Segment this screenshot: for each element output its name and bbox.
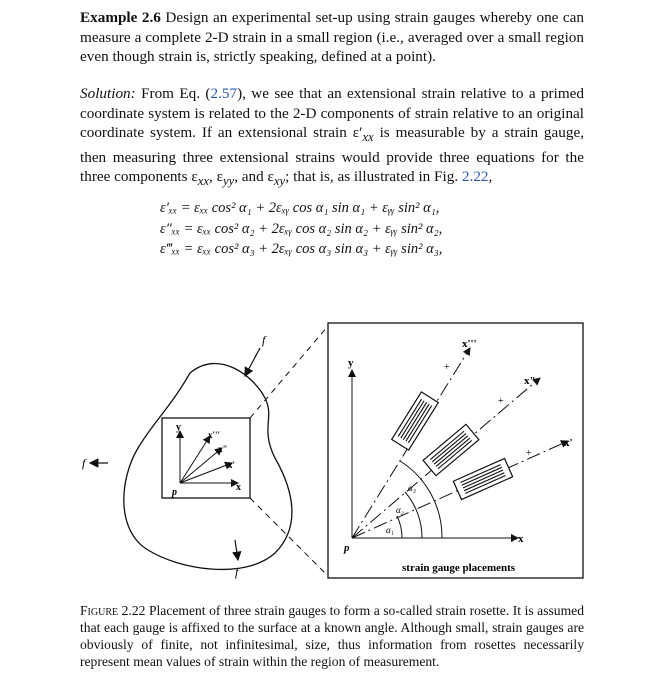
strain-subscript: xx [362,130,374,145]
figure-caption [80,602,584,670]
force-top-label: f [262,333,266,347]
solution-text-3: is measurable by a strain gauge, then measuring three extensional strains would provide three equations for the three components ε [80,124,584,186]
solution-end: , [488,168,493,186]
solution-paragraph [80,84,584,192]
sep-1: , ε [208,168,223,186]
equation-block [160,198,580,260]
zoom-line-bottom [250,498,328,576]
solution-label: Solution: [80,85,136,102]
big-y-label: y [348,357,354,369]
placement-label: strain gauge placements [402,562,516,574]
figure-2-22 [70,318,600,586]
big-x1-label: x' [564,437,573,449]
big-x-label: x [518,533,524,545]
plus-1: + [526,448,532,459]
equation-3: ε‴ₓₓ = εₓₓ cos² α₃ + 2εₓᵧ cos α₃ sin α₃ + εᵧᵧ sin² α₃, [160,241,443,257]
comp-xy: xy [273,174,286,189]
solution-text-2: ), we see that an extensional strain relative to a primed coordinate system is related to the 2-D components of strain relative to an original coordinate system. If an extensional strain ε′ [80,85,584,141]
big-p-label: p [344,542,350,554]
small-x2-axis [180,448,222,483]
solution-text-4: ; that is, as illustrated in Fig. [285,168,462,186]
gauge-2 [423,424,479,475]
example-text: Design an experimental set-up using strain gauges whereby one can measure a complete 2-D strain in a small region (i.e., averaged over a small region even though strain is, strictly speaking, defined at a point). [80,9,584,65]
force-left-label: f [82,456,86,470]
plus-3: + [444,362,450,373]
small-x2-label: x" [218,444,228,454]
gauge-1 [453,458,512,499]
force-bottom-label: f [235,565,239,579]
comp-yy: yy [222,174,235,189]
force-bottom [235,540,238,560]
plus-2: + [498,396,504,407]
equation-2: ε″ₓₓ = εₓₓ cos² α₂ + 2εₓᵧ cos α₂ sin α₂ + εᵧᵧ sin² α₂, [160,220,443,237]
small-p-label: p [172,487,177,498]
big-x2-label: x" [524,375,536,387]
big-x3-label: x''' [462,338,477,350]
caption-label: Figure 2.22 [80,603,146,618]
eq-ref-link[interactable]: 2.57 [210,85,238,102]
fig-ref-link[interactable]: 2.22 [461,168,489,186]
body-outline [124,363,292,569]
small-x-label: x [236,482,241,493]
alpha-2-label: α₂ [396,505,404,515]
comp-xx: xx [197,174,209,189]
arc-alpha-1 [397,516,402,538]
small-y-label: y [176,422,181,433]
equation-1: ε′ₓₓ = εₓₓ cos² α₁ + 2εₓᵧ cos α₁ sin α₁ + εᵧᵧ sin² α₁, [160,200,440,216]
example-label: Example 2.6 [80,9,161,26]
gauge-3 [392,392,439,450]
small-x3-label: x''' [208,430,221,440]
small-x1-label: x' [228,460,236,470]
small-x3-axis [180,436,210,483]
alpha-3-label: α₃ [408,483,416,493]
sep-2: , and ε [234,168,274,186]
alpha-1-label: α₁ [386,525,394,535]
caption-text: Placement of three strain gauges to form a so-called strain rosette. It is assumed that each gauge is affixed to the surface at a known angle. Although small, strain gauges are obviously of finite, not infinitesimal, size, thus information from rosettes necessarily represent mean values of strain within the region of measurement. [80,603,584,669]
force-top [245,348,260,376]
solution-text-1: From Eq. ( [141,85,211,102]
small-x1-axis [180,463,232,483]
arc-alpha-2 [405,492,422,538]
example-paragraph [80,8,584,67]
